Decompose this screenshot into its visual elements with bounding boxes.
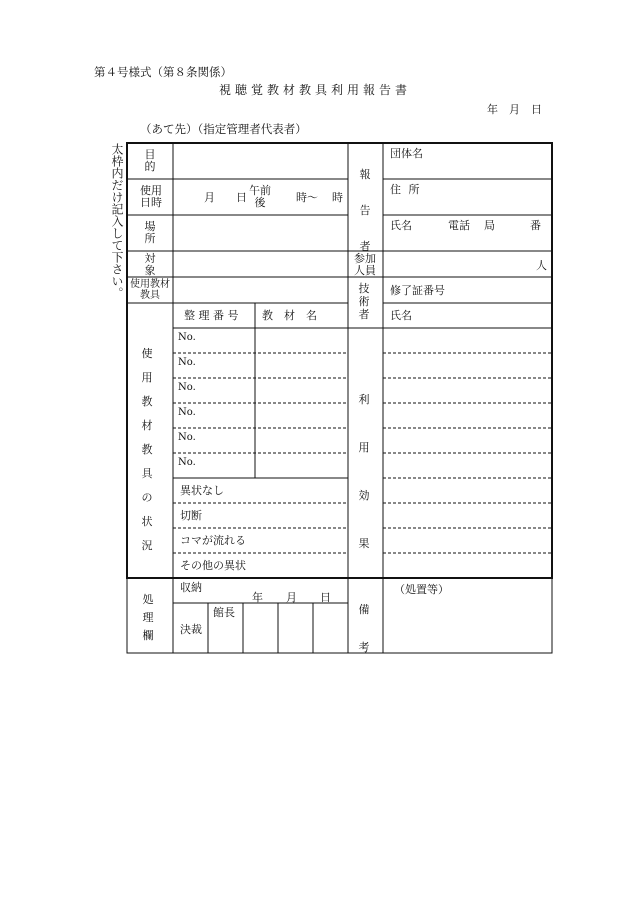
row-no-3: No. [178,382,196,393]
datetime-day: 日 [236,191,247,204]
effect-label: 利用効果 [358,393,370,550]
director-label: 館長 [213,606,235,619]
receipt-month: 月 [286,591,297,604]
datetime-month: 月 [204,191,215,204]
status-label: 使用教材教具の状況 [141,347,153,552]
row-no-5: No. [178,432,196,443]
remarks-label: 備考 [358,603,370,654]
receipt-label: 収納 [180,581,202,594]
target-label: 対象 [144,252,156,277]
col-material-header: 教 材 名 [262,309,317,322]
col-number-header: 整 理 番 号 [184,309,239,322]
org-label: 団体名 [390,147,423,160]
ampm-label: 午前後 [249,184,271,209]
row-no-1: No. [178,332,196,343]
approval-label: 決裁 [180,623,202,636]
tech-name-label: 氏名 [390,309,412,322]
datetime-label: 使用日時 [140,184,162,209]
check-cut: 切断 [180,509,202,522]
time-from: 時〜 [296,191,318,204]
instruction-text: 太枠内だけ記入して下さい。 [110,143,124,299]
addressee: （あて先）（指定管理者代表者） [140,122,307,136]
cert-label: 修了証番号 [390,284,445,297]
row-no-4: No. [178,407,196,418]
purpose-label: 目的 [144,148,156,173]
tech-label: 技術者 [358,282,370,321]
receipt-day: 日 [320,591,331,604]
check-frame-slip: コマが流れる [180,534,246,547]
person-unit: 人 [536,259,547,272]
staff-label: 使用教材教具 [130,279,170,301]
check-normal: 異状なし [180,484,224,497]
report-date: 年 月 日 [487,103,542,116]
address-label: 住 所 [390,183,420,196]
form-number-label: 第４号様式（第８条関係） [94,65,232,79]
name-label: 氏名 [390,219,412,232]
ban-label: 番 [530,219,541,232]
check-other: その他の異状 [180,559,246,572]
place-label: 場所 [144,220,156,245]
remarks-note: （処置等） [394,583,449,596]
row-no-6: No. [178,457,196,468]
kyoku-label: 局 [484,219,495,232]
processing-label: 処理欄 [142,593,154,642]
time-to: 時 [332,191,343,204]
phone-label: 電話 [448,219,470,232]
form-title: 視聴覚教材教具利用報告書 [218,83,411,97]
participants-label: 参加人員 [354,252,376,277]
row-no-2: No. [178,357,196,368]
receipt-year: 年 [252,591,263,604]
reporter-label: 報告者 [359,168,371,253]
